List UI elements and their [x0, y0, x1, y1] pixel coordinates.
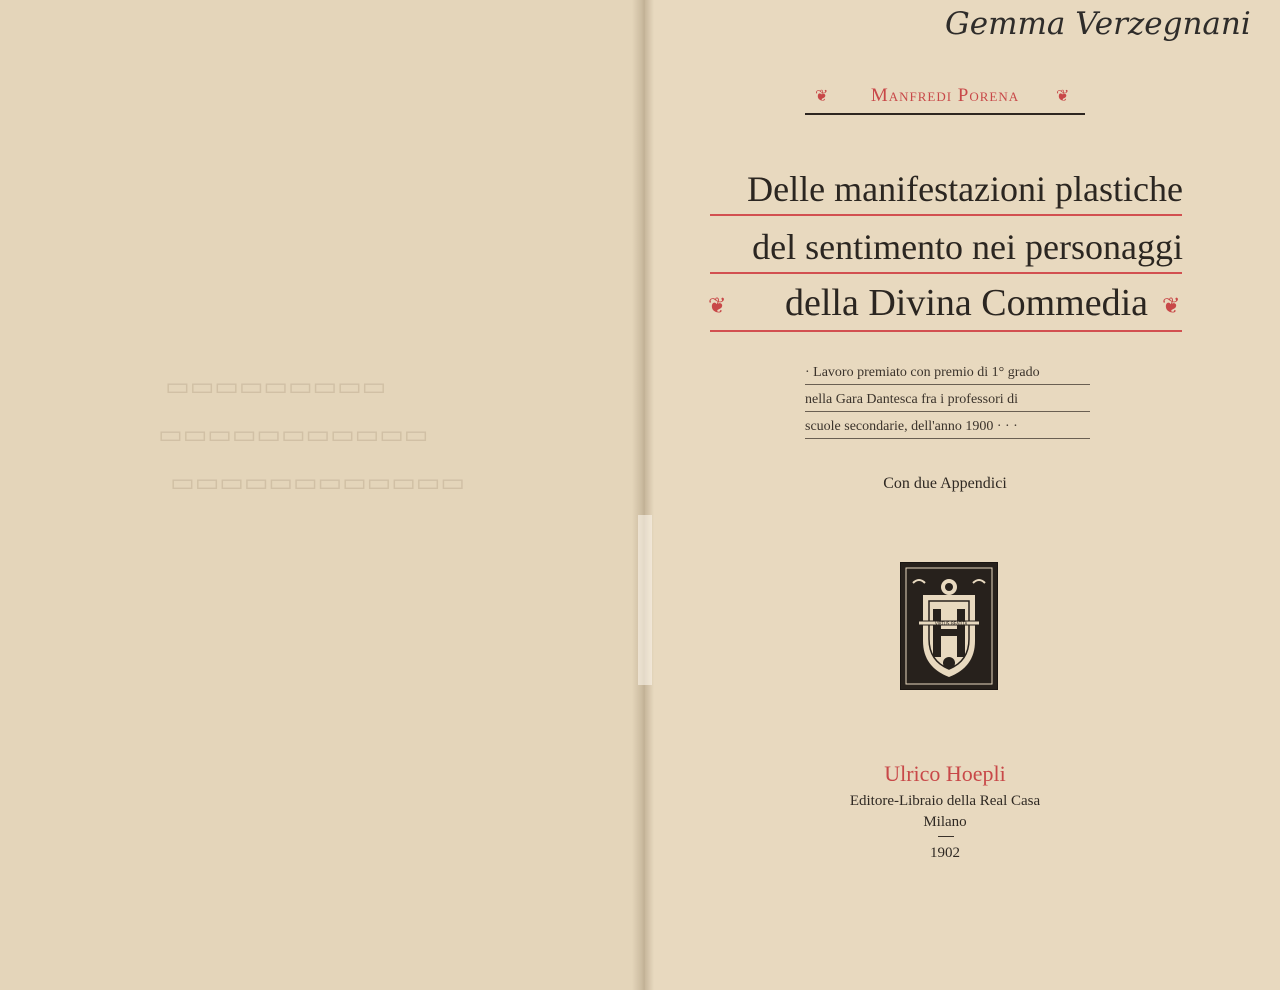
title-rule: [710, 272, 1182, 274]
spine-wear: [638, 515, 652, 685]
award-note-line-1: · Lavoro premiato con premio di 1° grado: [805, 365, 1040, 380]
award-note-line-3: scuole secondarie, dell'anno 1900 · · ·: [805, 419, 1018, 434]
fleuron-icon: ❦: [1162, 294, 1181, 319]
fleuron-icon: ❦: [815, 86, 829, 105]
award-note-line-2: nella Gara Dantesca fra i professori di: [805, 392, 1019, 407]
show-through-line: ▭▭▭▭▭▭▭▭▭▭▭: [158, 420, 429, 450]
hoepli-shield-icon: [901, 563, 997, 689]
title-line-1: Delle manifestazioni plastiche: [747, 169, 1183, 209]
right-page: [645, 0, 1280, 990]
year-rule: [938, 836, 954, 837]
author-rule: [805, 113, 1085, 115]
publisher-name: Ulrico Hoepli: [884, 761, 1006, 786]
author-name: Manfredi Porena: [870, 85, 1020, 106]
title-line-3: della Divina Commedia: [784, 282, 1148, 324]
publisher-role: Editore-Libraio della Real Casa: [849, 793, 1041, 809]
appendix-note: Con due Appendici: [883, 475, 1007, 492]
publisher-city: Milano: [923, 814, 967, 830]
emblem-motto-left: VIRTUS: [935, 621, 950, 626]
title-rule: [710, 214, 1182, 216]
publication-year: 1902: [930, 845, 960, 861]
handwritten-signature: Gemma Verzegnani: [945, 6, 1251, 42]
fleuron-icon: ❦: [708, 294, 727, 319]
book-gutter: [632, 0, 654, 990]
title-line-2: del sentimento nei personaggi: [752, 227, 1183, 267]
note-rule: [805, 384, 1090, 385]
fleuron-icon: ❦: [1056, 86, 1070, 105]
show-through-line: ▭▭▭▭▭▭▭▭▭: [165, 372, 387, 402]
note-rule: [805, 411, 1090, 412]
emblem-motto-right: BEATITA: [951, 621, 968, 626]
publisher-emblem: [900, 562, 998, 690]
note-rule: [805, 438, 1090, 439]
show-through-line: ▭▭▭▭▭▭▭▭▭▭▭▭: [170, 468, 465, 498]
title-rule: [710, 330, 1182, 332]
